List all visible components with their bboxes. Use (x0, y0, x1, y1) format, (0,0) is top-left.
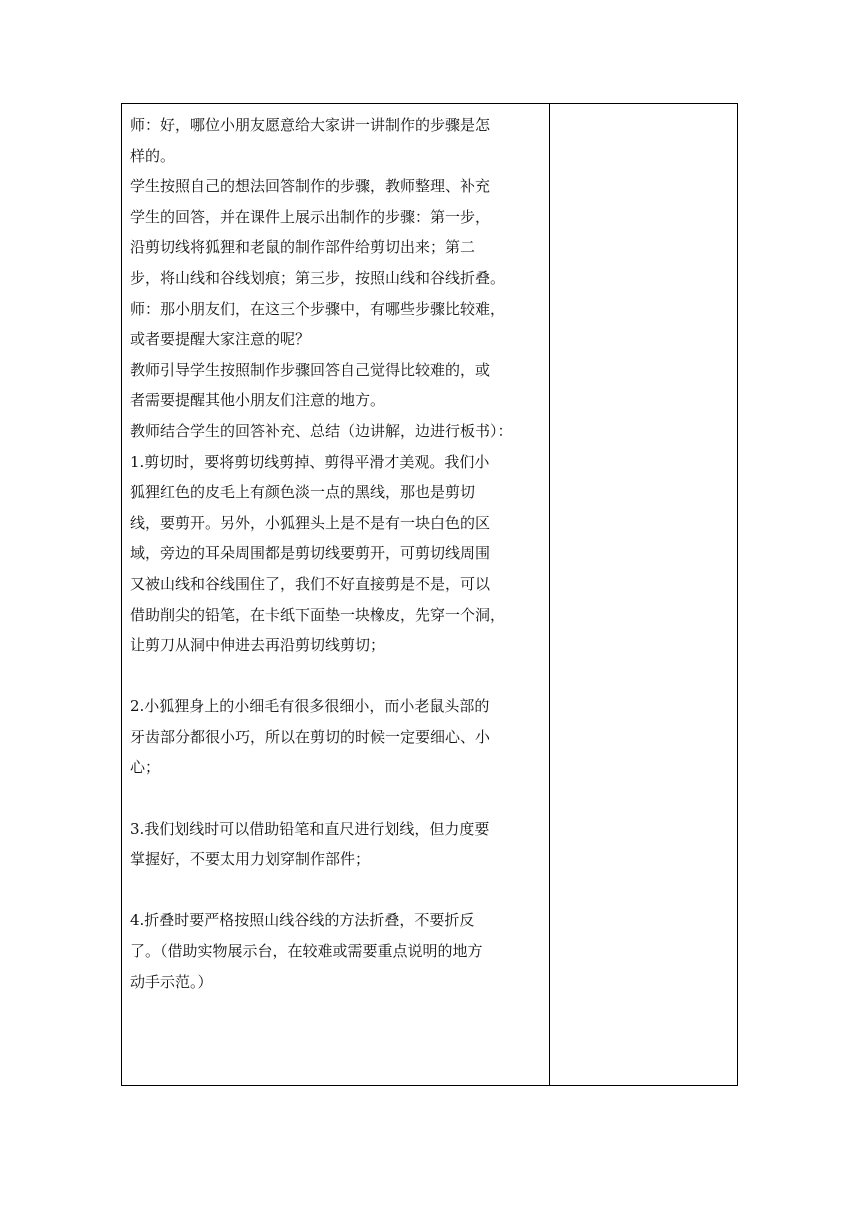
blank-line (130, 661, 543, 692)
text-line: 又被山线和谷线围住了，我们不好直接剪是不是，可以 (130, 574, 491, 593)
text-line: 师：好，哪位小朋友愿意给大家讲一讲制作的步骤是怎 (130, 116, 491, 134)
content-cell (122, 104, 550, 1085)
text-line: 了。（借助实物展示台，在较难或需要重点说明的地方 (130, 942, 483, 961)
text-line: 教师结合学生的回答补充、总结（边讲解，边进行板书）： (130, 421, 513, 440)
text-line: 4.折叠时要严格按照山线谷线的方法折叠，不要折反 (130, 911, 475, 930)
text-line: 牙齿部分都很小巧，所以在剪切的时候一定要细心、小 (130, 727, 491, 746)
text-line: 学生按照自己的想法回答制作的步骤，教师整理、补充 (130, 177, 491, 196)
text-line: 借助削尖的铅笔，在卡纸下面垫一块橡皮，先穿一个洞， (130, 605, 506, 624)
text-line: 动手示范。） (130, 972, 213, 991)
text-line: 2.小狐狸身上的小细毛有很多很细小，而小老鼠头部的 (130, 697, 490, 716)
notes-cell (550, 104, 737, 1085)
text-line: 1.剪切时，要将剪切线剪掉、剪得平滑才美观。我们小 (130, 452, 490, 471)
text-line: 者需要提醒其他小朋友们注意的地方。 (130, 391, 386, 410)
text-line: 学生的回答，并在课件上展示出制作的步骤：第一步， (130, 207, 491, 226)
text-line: 掌握好，不要太用力划穿制作部件； (130, 850, 371, 869)
blank-line (130, 783, 543, 814)
text-line: 线，要剪开。另外，小狐狸头上是不是有一块白色的区 (130, 513, 491, 532)
text-line: 步，将山线和谷线划痕；第三步，按照山线和谷线折叠。 (130, 268, 506, 287)
text-line: 让剪刀从洞中伸进去再沿剪切线剪切； (130, 636, 386, 655)
text-line: 狐狸红色的皮毛上有颜色淡一点的黑线，那也是剪切 (130, 483, 476, 502)
text-line: 或者要提醒大家注意的呢？ (130, 330, 311, 349)
lesson-table (121, 103, 738, 1086)
text-line: 师：那小朋友们，在这三个步骤中，有哪些步骤比较难， (130, 299, 506, 318)
text-line: 沿剪切线将狐狸和老鼠的制作部件给剪切出来；第二 (130, 238, 476, 257)
text-line: 教师引导学生按照制作步骤回答自己觉得比较难的，或 (130, 360, 491, 379)
text-line: 3.我们划线时可以借助铅笔和直尺进行划线，但力度要 (130, 819, 490, 838)
text-line: 心； (130, 758, 161, 777)
text-line: 样的。 (130, 146, 176, 165)
blank-line (130, 875, 543, 906)
text-line: 域，旁边的耳朵周围都是剪切线要剪开，可剪切线周围 (130, 544, 491, 563)
